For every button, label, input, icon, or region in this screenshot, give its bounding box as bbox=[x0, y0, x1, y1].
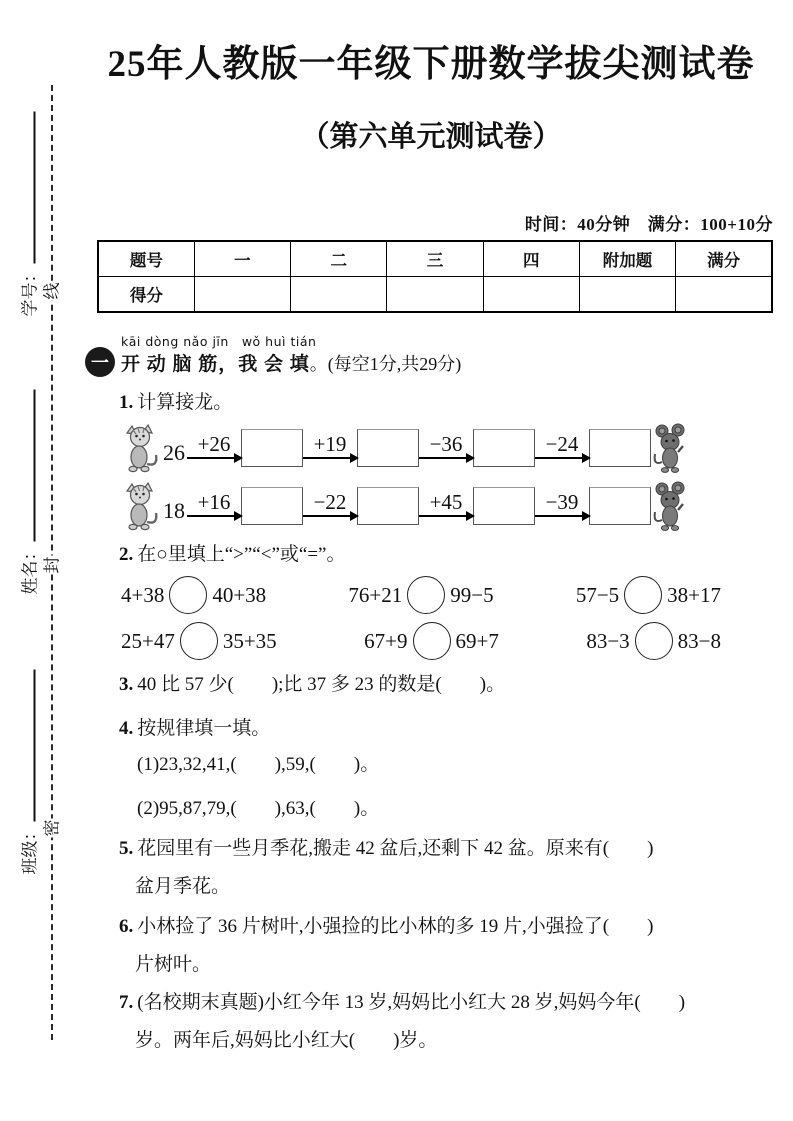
comparison-left-expression: 83−3 bbox=[586, 628, 630, 653]
arrow-shaft bbox=[535, 457, 589, 459]
comparison-right-expression: 99−5 bbox=[450, 582, 494, 607]
chain-operation-label: −39 bbox=[545, 489, 579, 514]
problem-1 bbox=[119, 390, 777, 416]
problem-3-text: 40 比 57 少( );比 37 多 23 的数是( )。 bbox=[137, 674, 506, 695]
problem-5-number: 5. bbox=[119, 838, 134, 859]
section-1-pinyin: kāi dòng nǎo jīn wǒ huì tián bbox=[121, 334, 317, 349]
problem-7-number: 7. bbox=[119, 992, 134, 1013]
section-1-header bbox=[85, 335, 777, 378]
comparison-right-expression: 69+7 bbox=[455, 628, 499, 653]
problem-1-number: 1. bbox=[119, 392, 134, 413]
score-header-cell: 附加题 bbox=[579, 241, 675, 277]
problem-6 bbox=[119, 914, 777, 940]
problem-5 bbox=[119, 836, 777, 862]
chain-operation-label: +45 bbox=[429, 489, 463, 514]
score-header-cell: 三 bbox=[387, 241, 483, 277]
problem-6-text-line2: 片树叶。 bbox=[135, 954, 212, 975]
comparison-answer-circle bbox=[180, 622, 218, 660]
comparison-item bbox=[576, 576, 721, 614]
problem-7 bbox=[119, 990, 777, 1016]
paper-content bbox=[85, 0, 777, 1054]
comparison-answer-circle bbox=[635, 622, 673, 660]
comparison-answer-circle bbox=[169, 576, 207, 614]
answer-box bbox=[473, 429, 535, 467]
arrow-shaft bbox=[187, 515, 241, 517]
answer-box bbox=[357, 429, 419, 467]
arrow-shaft bbox=[419, 515, 473, 517]
student-name-blank-line bbox=[20, 390, 36, 542]
answer-box bbox=[357, 487, 419, 525]
problem-4-text: 按规律填一填。 bbox=[137, 718, 271, 739]
chain-operation-label: −24 bbox=[545, 431, 579, 456]
score-header-cell: 题号 bbox=[98, 241, 194, 277]
score-table bbox=[97, 240, 773, 313]
comparison-left-expression: 76+21 bbox=[348, 582, 403, 607]
chain-start-number: 26 bbox=[163, 440, 185, 465]
chain-arrow bbox=[187, 431, 241, 459]
chain-arrow bbox=[535, 489, 589, 517]
score-empty-cell bbox=[676, 277, 772, 313]
arrow-shaft bbox=[187, 457, 241, 459]
problem-1-text: 计算接龙。 bbox=[137, 392, 233, 413]
score-empty-cell bbox=[579, 277, 675, 313]
problem-6-text-line1: 小林捡了 36 片树叶,小强捡的比小林的多 19 片,小强捡了( ) bbox=[137, 916, 654, 937]
chain-arrow bbox=[535, 431, 589, 459]
seal-char-feng: 封 bbox=[42, 556, 62, 574]
student-name-label: 姓名： bbox=[20, 543, 40, 595]
arrow-shaft bbox=[535, 515, 589, 517]
problem-3-number: 3. bbox=[119, 674, 134, 695]
comparison-item bbox=[121, 622, 277, 660]
problem-2-number: 2. bbox=[119, 544, 134, 565]
answer-box bbox=[241, 429, 303, 467]
calc-chain bbox=[121, 480, 777, 532]
seal-char-mi: 密 bbox=[42, 819, 62, 837]
problem-6-number: 6. bbox=[119, 916, 134, 937]
comparison-answer-circle bbox=[407, 576, 445, 614]
answer-box bbox=[589, 487, 651, 525]
comparison-left-expression: 57−5 bbox=[575, 582, 620, 607]
chain-start-number: 18 bbox=[163, 498, 185, 523]
time-score-info: 时间：40分钟 满分：100+10分 bbox=[524, 215, 773, 234]
cat-icon bbox=[121, 422, 161, 474]
chain-operation-label: −36 bbox=[429, 431, 463, 456]
comparison-rows bbox=[85, 576, 777, 660]
comparison-right-expression: 83−8 bbox=[677, 628, 721, 653]
problem-2-text: 在○里填上“>”“<”或“=”。 bbox=[137, 544, 346, 565]
chain-arrow bbox=[187, 489, 241, 517]
arrow-shaft bbox=[419, 457, 473, 459]
calc-chains bbox=[85, 422, 777, 532]
score-empty-cell bbox=[483, 277, 579, 313]
comparison-item bbox=[121, 576, 266, 614]
comparison-left-expression: 25+47 bbox=[121, 628, 175, 653]
mouse-icon bbox=[651, 422, 689, 474]
comparison-left-expression: 67+9 bbox=[364, 628, 408, 653]
comparison-row bbox=[121, 622, 721, 660]
problem-3 bbox=[119, 672, 777, 698]
score-empty-cell bbox=[194, 277, 290, 313]
problem-4 bbox=[119, 716, 777, 742]
comparison-left-expression: 4+38 bbox=[121, 582, 165, 607]
seal-char-xian: 线 bbox=[42, 282, 62, 300]
section-1-score-note: 。(每空1分,共29分) bbox=[309, 354, 462, 374]
arrow-shaft bbox=[303, 457, 357, 459]
score-header-cell: 满分 bbox=[676, 241, 772, 277]
comparison-row bbox=[121, 576, 721, 614]
problem-4-item-2: (2)95,87,79,( ),63,( )。 bbox=[137, 798, 380, 819]
comparison-item bbox=[364, 622, 499, 660]
score-empty-cell bbox=[291, 277, 387, 313]
paper-title: 25年人教版一年级下册数学拔尖测试卷 bbox=[107, 44, 755, 85]
problem-5-text-line1: 花园里有一些月季花,搬走 42 盆后,还剩下 42 盆。原来有( ) bbox=[137, 838, 654, 859]
chain-operation-label: +19 bbox=[313, 431, 347, 456]
section-1-badge: 一 bbox=[85, 347, 115, 377]
chain-arrow bbox=[303, 431, 357, 459]
score-row-label: 得分 bbox=[98, 277, 194, 313]
comparison-answer-circle bbox=[624, 576, 662, 614]
comparison-item bbox=[348, 576, 493, 614]
comparison-right-expression: 35+35 bbox=[222, 628, 277, 653]
class-label: 班级： bbox=[20, 823, 40, 875]
problem-5-text-line2: 盆月季花。 bbox=[135, 876, 231, 897]
answer-box bbox=[473, 487, 535, 525]
answer-box bbox=[589, 429, 651, 467]
comparison-answer-circle bbox=[413, 622, 451, 660]
score-header-cell: 四 bbox=[483, 241, 579, 277]
chain-operation-label: +26 bbox=[197, 431, 231, 456]
comparison-right-expression: 40+38 bbox=[212, 582, 267, 607]
student-name-field bbox=[20, 390, 41, 595]
score-table-score-row bbox=[98, 277, 772, 313]
score-table-header-row bbox=[98, 241, 772, 277]
comparison-item bbox=[586, 622, 721, 660]
score-header-cell: 二 bbox=[291, 241, 387, 277]
section-1-title: 开 动 脑 筋，我 会 填 bbox=[121, 354, 310, 375]
score-empty-cell bbox=[387, 277, 483, 313]
student-id-blank-line bbox=[20, 112, 36, 264]
class-field bbox=[20, 670, 41, 875]
chain-arrow bbox=[303, 489, 357, 517]
calc-chain bbox=[121, 422, 777, 474]
problem-7-text-line2: 岁。两年后,妈妈比小红大( )岁。 bbox=[135, 1030, 438, 1051]
problem-4-number: 4. bbox=[119, 718, 134, 739]
score-header-cell: 一 bbox=[194, 241, 290, 277]
cat-icon bbox=[121, 480, 161, 532]
problem-7-text-line1: (名校期末真题)小红今年 13 岁,妈妈比小红大 28 岁,妈妈今年( ) bbox=[137, 992, 686, 1013]
class-blank-line bbox=[20, 670, 36, 822]
problem-2 bbox=[119, 542, 777, 568]
answer-box bbox=[241, 487, 303, 525]
student-id-field bbox=[20, 112, 41, 317]
arrow-shaft bbox=[303, 515, 357, 517]
comparison-right-expression: 38+17 bbox=[667, 582, 721, 607]
section-1-title-block bbox=[121, 335, 461, 378]
chain-operation-label: +16 bbox=[197, 489, 231, 514]
chain-arrow bbox=[419, 431, 473, 459]
student-id-label: 学号： bbox=[20, 265, 40, 317]
paper-subtitle: （第六单元测试卷） bbox=[300, 121, 562, 153]
problem-4-item-1: (1)23,32,41,( ),59,( )。 bbox=[137, 754, 380, 775]
chain-arrow bbox=[419, 489, 473, 517]
chain-operation-label: −22 bbox=[313, 489, 347, 514]
mouse-icon bbox=[651, 480, 689, 532]
